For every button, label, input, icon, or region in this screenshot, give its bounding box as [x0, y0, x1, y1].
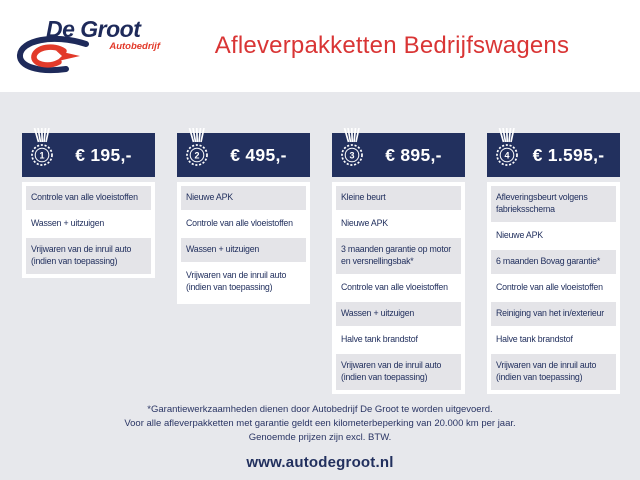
medal-icon — [27, 128, 57, 168]
package-column — [487, 133, 620, 394]
package-card — [332, 182, 465, 394]
medal-icon — [492, 128, 522, 168]
medal-icon — [182, 128, 212, 168]
footnote-line: Genoemde prijzen zijn excl. BTW. — [248, 432, 392, 444]
package-price: € 195,- — [75, 144, 132, 165]
medal-number: 4 — [504, 150, 510, 161]
page-title: Afleverpakketten Bedrijfswagens — [214, 32, 570, 59]
degroot-logo — [14, 14, 164, 78]
package-item: Nieuwe APK — [181, 186, 306, 210]
package-card — [22, 182, 155, 278]
footnotes — [0, 403, 640, 446]
medal-icon — [337, 128, 367, 168]
package-item: Halve tank brandstof — [336, 328, 461, 352]
package-item: Controle van alle vloeistoffen — [491, 276, 616, 300]
medal-number: 3 — [349, 150, 355, 161]
footnote-line: *Garantiewerkzaamheden dienen door Autobedrijf De Groot te worden uitgevoerd. — [147, 403, 493, 415]
package-price: € 1.595,- — [532, 144, 605, 165]
package-item: Nieuwe APK — [491, 224, 616, 248]
package-item: Vrijwaren van de inruil auto (indien van toepassing) — [491, 354, 616, 390]
package-item: Vrijwaren van de inruil auto (indien van toepassing) — [26, 238, 151, 274]
package-item: Reiniging van het in/exterieur — [491, 302, 616, 326]
package-item: 3 maanden garantie op motor en versnellingsbak* — [336, 238, 461, 274]
logo-text-main: De Groot — [46, 16, 141, 42]
package-header — [332, 133, 465, 177]
package-item: 6 maanden Bovag garantie* — [491, 250, 616, 274]
package-header — [487, 133, 620, 177]
package-item: Nieuwe APK — [336, 212, 461, 236]
package-card — [177, 182, 310, 304]
package-item: Halve tank brandstof — [491, 328, 616, 352]
package-column — [332, 133, 465, 394]
header-bar — [0, 0, 640, 92]
packages-row — [0, 133, 640, 394]
package-price: € 895,- — [385, 144, 442, 165]
package-item: Wassen + uitzuigen — [336, 302, 461, 326]
package-item: Controle van alle vloeistoffen — [26, 186, 151, 210]
package-card — [487, 182, 620, 394]
package-column — [177, 133, 310, 304]
package-item: Controle van alle vloeistoffen — [181, 212, 306, 236]
package-price: € 495,- — [230, 144, 287, 165]
package-header — [177, 133, 310, 177]
package-header — [22, 133, 155, 177]
website-url: www.autodegroot.nl — [246, 454, 394, 472]
package-item: Controle van alle vloeistoffen — [336, 276, 461, 300]
logo-text-sub: Autobedrijf — [109, 41, 160, 52]
footnote-line: Voor alle afleverpakketten met garantie geldt een kilometerbeperking van 20.000 km per jaar. — [124, 417, 516, 429]
package-item: Vrijwaren van de inruil auto (indien van toepassing) — [181, 264, 306, 300]
package-column — [22, 133, 155, 278]
package-item: Kleine beurt — [336, 186, 461, 210]
package-item: Wassen + uitzuigen — [26, 212, 151, 236]
medal-number: 1 — [39, 150, 45, 161]
package-item: Wassen + uitzuigen — [181, 238, 306, 262]
medal-number: 2 — [194, 150, 200, 161]
package-item: Afleveringsbeurt volgens fabrieksschema — [491, 186, 616, 222]
package-item: Vrijwaren van de inruil auto (indien van toepassing) — [336, 354, 461, 390]
